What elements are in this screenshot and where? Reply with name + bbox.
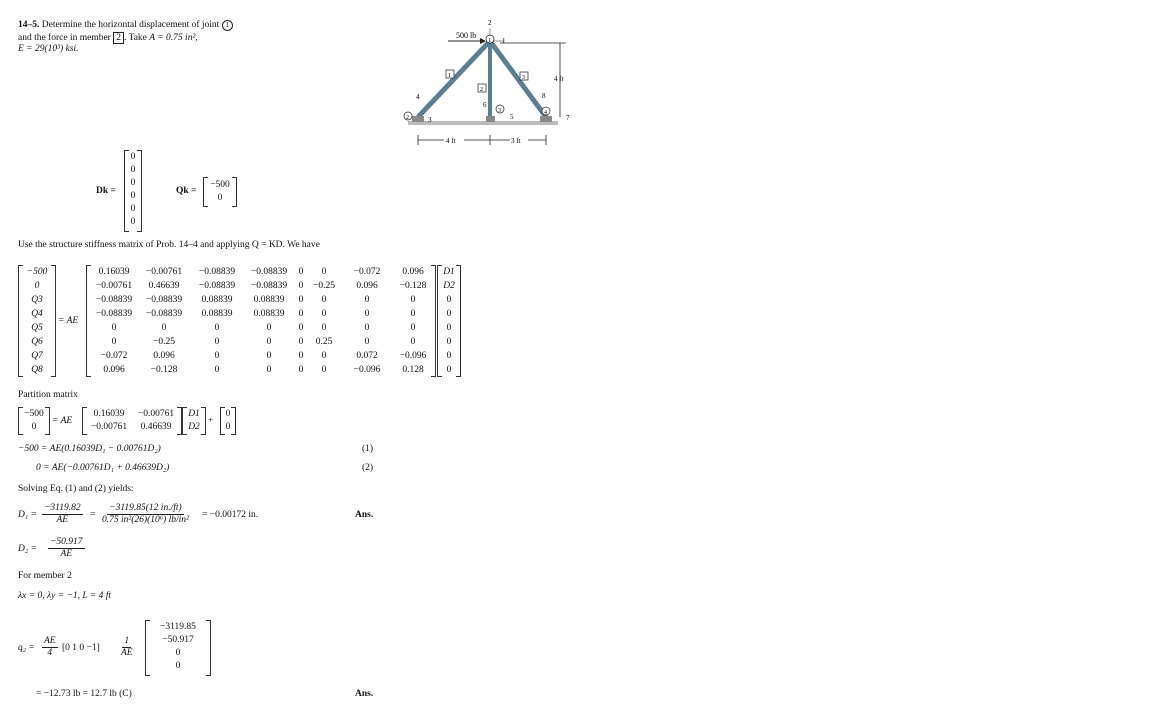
q2-ae-frac: $\frac{AE}{4}$ <box>44 636 56 658</box>
k-cell: 0 <box>321 267 327 277</box>
q2-one-over-ae: $\frac{1}{AE}$ <box>121 636 133 658</box>
svg-text:1: 1 <box>502 37 506 45</box>
dk-label: Dk = <box>96 186 116 196</box>
k-cell: 0.096 <box>103 365 125 375</box>
svg-text:8: 8 <box>542 92 546 100</box>
k-cell: −0.08839 <box>250 281 288 291</box>
q2-lhs: q₂ = <box>18 643 35 653</box>
stiffness-matrix <box>86 265 436 377</box>
support-left <box>412 116 424 122</box>
q2-result: = −12.73 lb = 12.7 lb (C) <box>36 689 132 699</box>
svg-text:4: 4 <box>416 93 420 101</box>
k-cell: 0 <box>298 309 304 319</box>
svg-text:2: 2 <box>488 19 492 27</box>
k-cell: −0.25 <box>313 281 335 291</box>
q2-row-vector: [0 1 0 −1] <box>62 643 100 653</box>
k-cell: 0.08839 <box>201 295 233 305</box>
d1-ans: Ans. <box>355 510 374 520</box>
problem-statement <box>18 20 233 31</box>
k-cell: −0.128 <box>399 281 427 291</box>
k-cell: 0.08839 <box>253 295 285 305</box>
dim-right: 3 ft <box>511 137 521 145</box>
k-cell: 0.16039 <box>98 267 130 277</box>
k-cell: 0 <box>321 323 327 333</box>
k-cell: 0 <box>364 337 370 347</box>
d1-frac1: $\frac{-3119.82}{AE}$ <box>44 503 81 525</box>
k-cell: −0.08839 <box>145 295 183 305</box>
support-middle <box>486 116 495 122</box>
k-cell: −0.072 <box>100 351 128 361</box>
k-cell: 0 <box>364 323 370 333</box>
k-cell: 0.08839 <box>253 309 285 319</box>
k-cell: 0.46639 <box>148 281 180 291</box>
k-cell: 0 <box>214 337 220 347</box>
k-cell: −0.08839 <box>250 267 288 277</box>
k-cell: 0.128 <box>402 365 424 375</box>
k-cell: 0 <box>298 323 304 333</box>
k-cell: 0.25 <box>315 337 333 347</box>
equation-1: −500 = AE(0.16039D₁ − 0.00761D₂) <box>18 444 161 454</box>
member2-title: For member 2 <box>18 571 72 581</box>
k-cell: 0 <box>298 281 304 291</box>
truss-figure <box>400 14 580 154</box>
d1-result: = −0.00172 in. <box>202 510 259 520</box>
dim-height: 4 ft <box>554 75 564 83</box>
k-cell: −0.25 <box>153 337 175 347</box>
partition-lhs: −500 0 <box>18 407 50 435</box>
problem-line1: Determine the horizontal displacement of joint <box>41 20 220 30</box>
partition-ae: = AE <box>52 416 73 426</box>
k-cell: −0.00761 <box>145 267 183 277</box>
svg-text:3: 3 <box>498 108 501 114</box>
svg-text:1: 1 <box>488 38 491 44</box>
k-cell: 0 <box>364 295 370 305</box>
k-cell: 0.08839 <box>201 309 233 319</box>
k-cell: 0 <box>410 309 416 319</box>
partition-k: 0.16039 −0.00761 −0.00761 0.46639 <box>82 407 182 435</box>
k-cell: 0 <box>364 309 370 319</box>
support-right <box>540 116 552 122</box>
member2-lambdas: λx = 0, λy = −1, L = 4 ft <box>18 591 112 601</box>
k-cell: 0 <box>111 337 117 347</box>
k-cell: 0.096 <box>402 267 424 277</box>
modulus-value: E = 29(10³) ksi. <box>18 44 79 54</box>
partition-plus: + <box>208 416 214 426</box>
k-cell: −0.128 <box>150 365 178 375</box>
k-cell: −0.08839 <box>198 267 236 277</box>
k-cell: 0 <box>298 267 304 277</box>
svg-text:5: 5 <box>510 113 514 121</box>
d1-frac2: $\frac{-3119.85(12 in./ft)}{\text{0.75 in²(26)(10⁶) lb/in²}}$ <box>102 503 189 525</box>
svg-text:2: 2 <box>480 87 483 93</box>
k-cell: −0.096 <box>353 365 381 375</box>
problem-line2: and the force in member 2 . Take A = 0.75 in², <box>18 33 198 43</box>
solving-text: Solving Eq. (1) and (2) yields: <box>18 484 134 494</box>
k-cell: 0 <box>410 323 416 333</box>
k-cell: 0 <box>321 309 327 319</box>
k-cell: 0 <box>266 337 272 347</box>
k-cell: −0.08839 <box>198 281 236 291</box>
k-cell: 0 <box>214 351 220 361</box>
k-cell: 0 <box>266 323 272 333</box>
equation-1-tag: (1) <box>362 444 374 454</box>
k-cell: 0 <box>161 323 167 333</box>
k-cell: −0.08839 <box>95 309 133 319</box>
k-cell: 0 <box>298 365 304 375</box>
q2-col-vector: −3119.85 −50.917 0 0 <box>145 620 211 676</box>
equation-2-tag: (2) <box>362 463 374 473</box>
k-cell: 0 <box>321 351 327 361</box>
load-label: 500 lb <box>456 31 477 40</box>
k-cell: −0.072 <box>353 267 381 277</box>
k-cell: 0 <box>266 351 272 361</box>
svg-text:7: 7 <box>566 114 570 122</box>
svg-text:6: 6 <box>483 101 487 109</box>
joint-label-circle: 1 <box>222 20 233 31</box>
d1-lhs: D₁ = <box>18 510 37 520</box>
k-cell: 0 <box>298 295 304 305</box>
k-cell: 0 <box>321 295 327 305</box>
equation-2: 0 = AE(−0.00761D₁ + 0.46639D₂) <box>36 463 170 473</box>
k-cell: 0.096 <box>356 281 378 291</box>
k-cell: 0.072 <box>356 351 378 361</box>
member-label-box: 2 <box>113 32 124 44</box>
d2-lhs: D₂ = <box>18 544 37 554</box>
partition-d: D1 D2 <box>182 407 206 435</box>
k-cell: 0.096 <box>153 351 175 361</box>
q-vector: −500 0 Q3 Q4 Q5 Q6 Q7 Q8 <box>18 265 56 377</box>
k-cell: 0 <box>410 337 416 347</box>
ae-factor: = AE <box>58 316 79 326</box>
q2-ans: Ans. <box>355 689 374 699</box>
k-cell: 0 <box>298 351 304 361</box>
dim-left: 4 ft <box>446 137 456 145</box>
d2-frac: $\frac{-50.917}{AE}$ <box>50 537 83 559</box>
problem-number: 14–5. <box>18 20 40 30</box>
dk-vector: 0 0 0 0 0 0 <box>124 150 142 232</box>
area-value: A = 0.75 in², <box>149 33 198 43</box>
k-cell: −0.08839 <box>95 295 133 305</box>
qk-vector: −500 0 <box>203 177 237 207</box>
k-cell: −0.096 <box>399 351 427 361</box>
k-cell: −0.08839 <box>145 309 183 319</box>
svg-text:1: 1 <box>448 73 451 79</box>
svg-text:4: 4 <box>544 110 547 116</box>
member-1 <box>418 41 490 117</box>
k-cell: −0.00761 <box>95 281 133 291</box>
qk-label: Qk = <box>176 186 197 196</box>
statement-use-stiffness: Use the structure stiffness matrix of Prob. 14–4 and applying Q = KD. We have <box>18 240 320 250</box>
k-cell: 0 <box>214 365 220 375</box>
k-cell: 0 <box>298 337 304 347</box>
k-cell: 0 <box>111 323 117 333</box>
partition-zeros: 0 0 <box>220 407 236 435</box>
svg-text:3: 3 <box>522 75 525 81</box>
k-cell: 0 <box>214 323 220 333</box>
k-cell: 0 <box>266 365 272 375</box>
svg-text:2: 2 <box>406 115 409 121</box>
k-cell: 0 <box>410 295 416 305</box>
d-vector: D1 D2 0 0 0 0 0 0 <box>437 265 461 377</box>
partition-title: Partition matrix <box>18 390 78 400</box>
k-cell: 0 <box>321 365 327 375</box>
svg-text:3: 3 <box>428 116 432 124</box>
